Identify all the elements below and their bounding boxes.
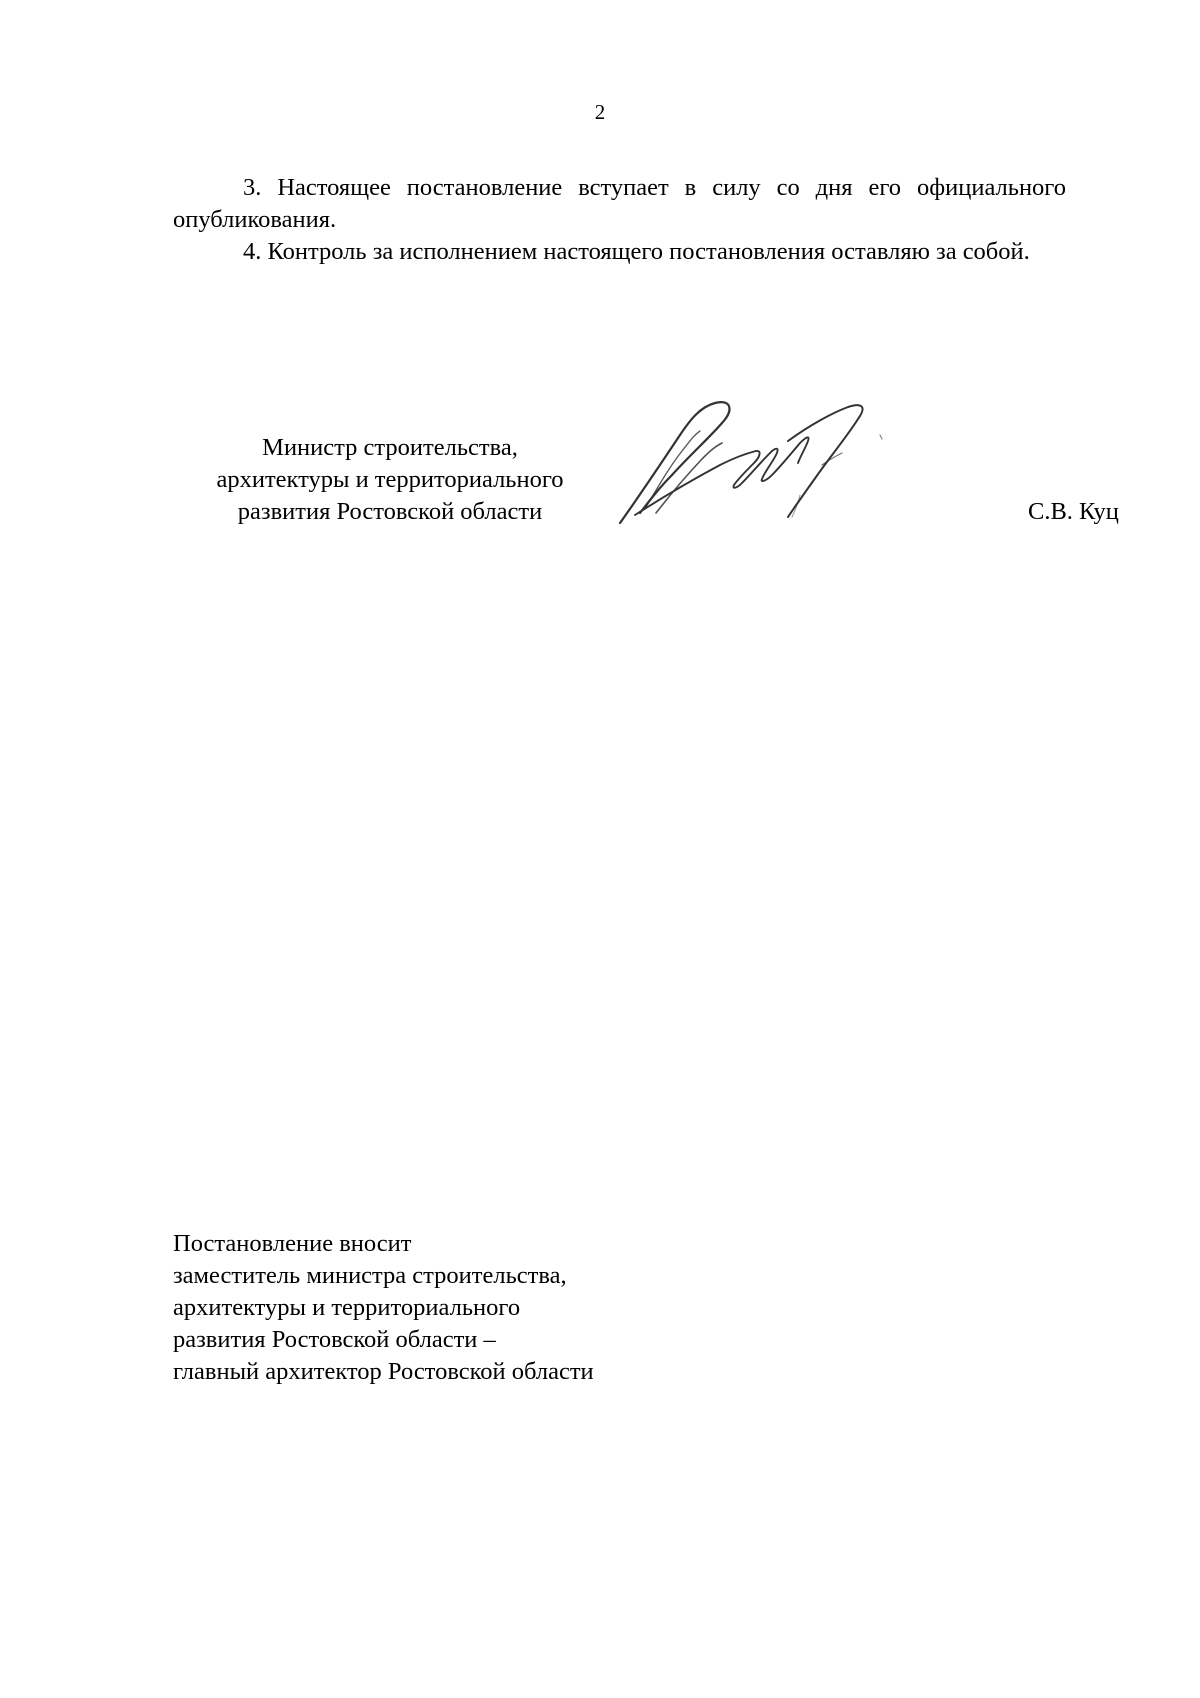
signer-title xyxy=(165,432,615,528)
signer-title-line: архитектуры и территориального xyxy=(216,466,564,493)
handwritten-signature xyxy=(610,395,900,530)
submitter-line: заместитель министра строительства, xyxy=(173,1262,567,1289)
submitter-block xyxy=(173,1228,594,1388)
submitter-line: архитектуры и территориального xyxy=(173,1294,521,1321)
submitter-line: Постановление вносит xyxy=(173,1230,412,1257)
paragraph-4: 4. Контроль за исполнением настоящего постановления оставляю за собой. xyxy=(243,238,1030,265)
submitter-line: развития Ростовской области – xyxy=(173,1326,496,1353)
signer-name: С.В. Куц xyxy=(1028,498,1119,525)
body-text xyxy=(173,172,1066,268)
paragraph-3: 3. Настоящее постановление вступает в силу со дня его официального опубликования. xyxy=(173,174,1066,233)
signature-block xyxy=(0,432,1200,552)
page-number: 2 xyxy=(594,100,606,124)
submitter-line: главный архитектор Ростовской области xyxy=(173,1358,594,1385)
signer-title-line: развития Ростовской области xyxy=(237,498,543,525)
signer-title-line: Министр строительства, xyxy=(262,434,518,461)
